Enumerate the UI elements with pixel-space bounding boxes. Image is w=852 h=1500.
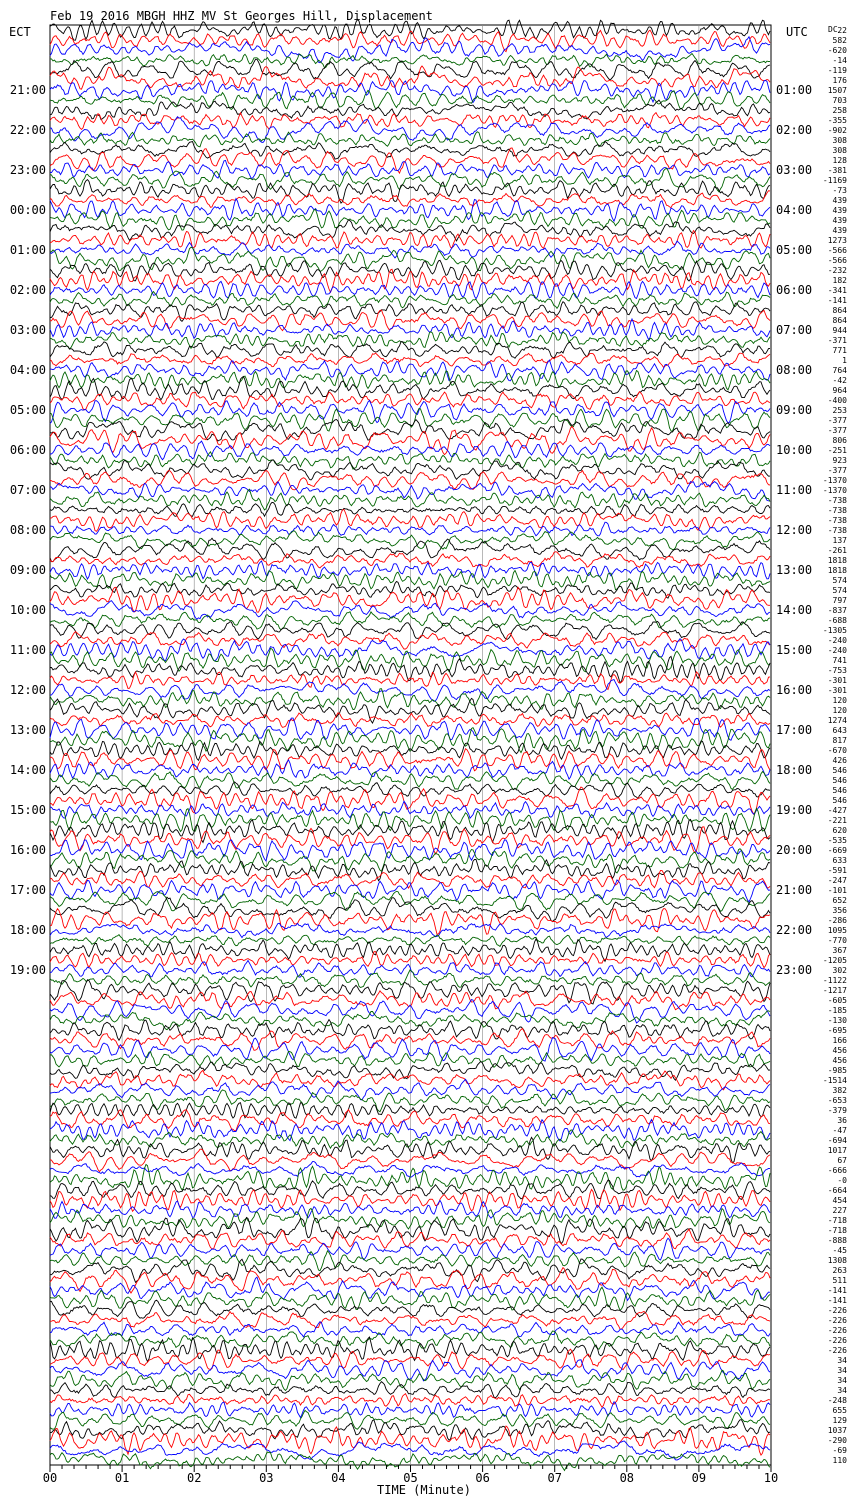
dc-offset-value: 643 <box>832 726 847 735</box>
dc-offset-value: 34 <box>837 1386 847 1395</box>
dc-offset-value: 1273 <box>827 236 847 245</box>
dc-offset-value: -251 <box>827 446 847 455</box>
seismic-trace <box>50 80 770 102</box>
left-hour-label: 06:00 <box>9 443 46 457</box>
seismic-trace <box>50 840 770 861</box>
left-hour-label: 23:00 <box>9 163 46 177</box>
dc-label: DC <box>828 25 838 34</box>
dc-offset-value: 741 <box>832 656 847 665</box>
dc-offset-value: -738 <box>827 506 847 515</box>
dc-offset-value: 817 <box>832 736 847 745</box>
left-hour-label: 08:00 <box>9 523 46 537</box>
left-hour-label: 10:00 <box>9 603 46 617</box>
dc-offset-value: 456 <box>832 1046 847 1055</box>
dc-offset-value: 944 <box>832 326 847 335</box>
right-hour-label: 02:00 <box>776 123 813 137</box>
dc-offset-value: -377 <box>827 466 847 475</box>
seismic-trace <box>50 891 770 911</box>
dc-offset-value: 1818 <box>827 566 847 575</box>
seismic-trace <box>50 1011 770 1030</box>
dc-offset-value: 655 <box>832 1406 847 1415</box>
dc-offset-value: -535 <box>827 836 847 845</box>
seismic-trace <box>50 909 770 935</box>
dc-offset-value: -1370 <box>822 476 847 485</box>
dc-offset-value: 633 <box>832 856 847 865</box>
dc-offset-value: 308 <box>832 146 847 155</box>
dc-offset-value: -221 <box>827 816 847 825</box>
dc-offset-value: -738 <box>827 496 847 505</box>
dc-offset-value: -141 <box>827 296 847 305</box>
dc-offset-value: -379 <box>827 1106 847 1115</box>
dc-offset-value: 964 <box>832 386 847 395</box>
dc-offset-value: -1217 <box>822 986 847 995</box>
dc-offset-value: 439 <box>832 196 847 205</box>
dc-offset-value: -355 <box>827 116 847 125</box>
right-hour-label: 04:00 <box>776 203 813 217</box>
dc-offset-value: -226 <box>827 1346 847 1355</box>
seismic-trace <box>50 1251 770 1271</box>
dc-offset-value: -566 <box>827 246 847 255</box>
dc-offset-value: 454 <box>832 1196 847 1205</box>
x-axis <box>43 1465 778 1485</box>
dc-offset-value: 120 <box>832 706 847 715</box>
dc-offset-value: -185 <box>827 1006 847 1015</box>
dc-offset-value: 308 <box>832 136 847 145</box>
left-hour-label: 09:00 <box>9 563 46 577</box>
dc-offset-value: -247 <box>827 876 847 885</box>
seismic-trace <box>50 680 770 702</box>
dc-offset-value: 166 <box>832 1036 847 1045</box>
dc-offset-value: -381 <box>827 166 847 175</box>
left-axis-label: ECT <box>9 25 31 39</box>
left-hour-label: 04:00 <box>9 363 46 377</box>
right-hour-label: 21:00 <box>776 883 813 897</box>
right-hour-label: 01:00 <box>776 83 813 97</box>
seismic-trace <box>50 552 770 568</box>
dc-offset-value: 67 <box>837 1156 847 1165</box>
dc-offset-value: -694 <box>827 1136 847 1145</box>
right-hour-label: 15:00 <box>776 643 813 657</box>
seismic-trace <box>50 360 770 381</box>
dc-offset-value: 128 <box>832 156 847 165</box>
left-hour-label: 07:00 <box>9 483 46 497</box>
x-tick-label: 02 <box>186 1471 202 1485</box>
seismic-trace <box>50 510 770 532</box>
dc-offset-value: 120 <box>832 696 847 705</box>
left-hour-label: 17:00 <box>9 883 46 897</box>
seismic-trace <box>50 980 770 1004</box>
seismic-trace <box>50 897 770 921</box>
dc-offset-value: 1095 <box>827 926 847 935</box>
right-hour-label: 19:00 <box>776 803 813 817</box>
seismic-trace <box>50 782 770 799</box>
left-hour-label: 01:00 <box>9 243 46 257</box>
seismic-trace <box>50 582 770 599</box>
seismic-trace <box>50 59 770 79</box>
seismic-trace <box>50 880 770 902</box>
seismic-trace <box>50 371 770 390</box>
x-tick-label: 05 <box>403 1471 418 1485</box>
dc-offset-value: 546 <box>832 786 847 795</box>
dc-offset-value: 22 <box>837 26 847 35</box>
seismic-trace <box>50 749 770 771</box>
dc-offset-value: 129 <box>832 1416 847 1425</box>
right-hour-label: 05:00 <box>776 243 813 257</box>
seismic-trace <box>50 808 770 831</box>
dc-offset-value: -371 <box>827 336 847 345</box>
dc-offset-value: -738 <box>827 516 847 525</box>
left-hour-label: 22:00 <box>9 123 46 137</box>
seismic-trace <box>50 570 770 589</box>
seismic-trace <box>50 90 770 109</box>
dc-offset-value: 797 <box>832 596 847 605</box>
dc-offset-value: -718 <box>827 1216 847 1225</box>
seismic-trace <box>50 292 770 309</box>
seismic-trace <box>50 612 770 630</box>
dc-offset-value: -718 <box>827 1226 847 1235</box>
dc-offset-value: -341 <box>827 286 847 295</box>
dc-offset-value: -738 <box>827 526 847 535</box>
seismic-trace <box>50 319 770 340</box>
x-tick-label: 00 <box>42 1471 58 1485</box>
seismic-trace <box>50 939 770 961</box>
dc-offset-value: 456 <box>832 1056 847 1065</box>
seismic-trace <box>50 419 770 441</box>
seismic-trace <box>50 260 770 281</box>
left-hour-label: 15:00 <box>9 803 46 817</box>
seismic-trace <box>50 191 770 208</box>
dc-offset-value: 227 <box>832 1206 847 1215</box>
dc-offset-value: 806 <box>832 436 847 445</box>
seismic-trace <box>50 621 770 639</box>
dc-offset-value: -666 <box>827 1166 847 1175</box>
right-hour-label: 13:00 <box>776 563 813 577</box>
x-tick-label: 10 <box>763 1471 779 1485</box>
seismic-trace <box>50 1322 770 1337</box>
dc-offset-value: -14 <box>832 56 847 65</box>
dc-offset-value: -605 <box>827 996 847 1005</box>
dc-offset-value: -695 <box>827 1026 847 1035</box>
dc-offset-value: -753 <box>827 666 847 675</box>
right-hour-label: 06:00 <box>776 283 813 297</box>
dc-offset-value: 1818 <box>827 556 847 565</box>
dc-offset-value: 546 <box>832 796 847 805</box>
seismic-trace <box>50 632 770 649</box>
dc-offset-value: -427 <box>827 806 847 815</box>
dc-offset-value: 367 <box>832 946 847 955</box>
seismic-trace <box>50 522 770 536</box>
right-hour-label: 20:00 <box>776 843 813 857</box>
dc-offset-value: 771 <box>832 346 847 355</box>
seismic-trace <box>50 199 770 222</box>
dc-offset-value: 574 <box>832 586 847 595</box>
dc-offset-value: -653 <box>827 1096 847 1105</box>
right-hour-label: 22:00 <box>776 923 813 937</box>
dc-offset-value: 620 <box>832 826 847 835</box>
dc-offset-value: -240 <box>827 646 847 655</box>
dc-offset-value: 1308 <box>827 1256 847 1265</box>
dc-offset-value: 439 <box>832 206 847 215</box>
seismic-trace <box>50 1180 770 1199</box>
left-hour-label: 02:00 <box>9 283 46 297</box>
dc-offset-value: -248 <box>827 1396 847 1405</box>
seismic-trace <box>50 1201 770 1219</box>
right-hour-label: 10:00 <box>776 443 813 457</box>
seismic-trace <box>50 689 770 710</box>
seismic-trace <box>50 1426 770 1455</box>
dc-offset-value: -286 <box>827 916 847 925</box>
right-hour-label: 14:00 <box>776 603 813 617</box>
dc-offset-value: -888 <box>827 1236 847 1245</box>
seismic-trace <box>50 1394 770 1408</box>
dc-offset-value: 546 <box>832 766 847 775</box>
seismic-trace <box>50 601 770 620</box>
seismic-trace <box>50 241 770 258</box>
dc-offset-value: -130 <box>827 1016 847 1025</box>
seismic-trace <box>50 849 770 873</box>
seismic-trace <box>50 648 770 671</box>
dc-offset-value: -620 <box>827 46 847 55</box>
seismic-trace <box>50 231 770 249</box>
dc-offset-value: -42 <box>832 376 847 385</box>
seismic-trace <box>50 1038 770 1062</box>
dc-offset-value: 511 <box>832 1276 847 1285</box>
dc-offset-value: 1507 <box>827 86 847 95</box>
right-hour-label: 16:00 <box>776 683 813 697</box>
seismic-trace <box>50 37 770 63</box>
dc-offset-value: -1370 <box>822 486 847 495</box>
x-axis-label: TIME (Minute) <box>377 1483 471 1497</box>
dc-offset-value: -301 <box>827 676 847 685</box>
left-hour-label: 03:00 <box>9 323 46 337</box>
dc-offset-value: -47 <box>832 1126 847 1135</box>
dc-offset-value: -290 <box>827 1436 847 1445</box>
left-hour-label: 05:00 <box>9 403 46 417</box>
dc-offset-value: 1 <box>842 356 847 365</box>
dc-offset-value: 546 <box>832 776 847 785</box>
dc-offset-value: 137 <box>832 536 847 545</box>
seismic-trace <box>50 1149 770 1171</box>
dc-offset-value: 923 <box>832 456 847 465</box>
dc-offset-value: 426 <box>832 756 847 765</box>
dc-offset-value: 34 <box>837 1366 847 1375</box>
seismic-trace <box>50 460 770 480</box>
seismic-trace <box>50 113 770 130</box>
dc-offset-value: -670 <box>827 746 847 755</box>
dc-offset-value: 382 <box>832 1086 847 1095</box>
seismic-trace <box>50 400 770 423</box>
dc-offset-value: 302 <box>832 966 847 975</box>
dc-offset-value: 1037 <box>827 1426 847 1435</box>
left-hour-label: 00:00 <box>9 203 46 217</box>
x-tick-label: 01 <box>114 1471 130 1485</box>
right-hour-label: 03:00 <box>776 163 813 177</box>
dc-offset-value: -902 <box>827 126 847 135</box>
seismic-trace <box>50 168 770 192</box>
x-tick-label: 03 <box>259 1471 274 1485</box>
dc-offset-value: -770 <box>827 936 847 945</box>
dc-offset-value: -837 <box>827 606 847 615</box>
dc-offset-value: 864 <box>832 306 847 315</box>
right-hour-label: 17:00 <box>776 723 813 737</box>
dc-offset-value: -664 <box>827 1186 847 1195</box>
right-hour-label: 09:00 <box>776 403 813 417</box>
dc-offset-value: -400 <box>827 396 847 405</box>
left-hour-label: 18:00 <box>9 923 46 937</box>
left-hour-label: 21:00 <box>9 83 46 97</box>
seismic-trace <box>50 220 770 241</box>
seismic-trace <box>50 1229 770 1249</box>
seismic-trace <box>50 1420 770 1440</box>
dc-offset-value: -226 <box>827 1316 847 1325</box>
dc-offset-value: -688 <box>827 616 847 625</box>
dc-offset-value: 356 <box>832 906 847 915</box>
traces-group <box>50 19 770 1470</box>
seismic-trace <box>50 1238 770 1260</box>
dc-offset-value: 258 <box>832 106 847 115</box>
left-hour-labels <box>10 83 46 977</box>
dc-offset-value: -141 <box>827 1286 847 1295</box>
x-tick-label: 09 <box>691 1471 707 1485</box>
dc-offset-value: -1205 <box>822 956 847 965</box>
left-hour-label: 12:00 <box>9 683 46 697</box>
right-hour-label: 07:00 <box>776 323 813 337</box>
dc-offset-value: -261 <box>827 546 847 555</box>
seismic-trace <box>50 1360 770 1381</box>
seismic-trace <box>50 772 770 790</box>
right-axis-label: UTC <box>786 25 808 39</box>
dc-offset-value: 1274 <box>827 716 847 725</box>
dc-offset-value: -1514 <box>822 1076 847 1085</box>
right-hour-labels <box>776 83 812 977</box>
dc-offset-value: -69 <box>832 1446 847 1455</box>
dc-offset-value: -101 <box>827 886 847 895</box>
dc-offset-value: 439 <box>832 216 847 225</box>
dc-offset-value: -0 <box>837 1176 847 1185</box>
dc-offset-value: -226 <box>827 1336 847 1345</box>
dc-offset-value: -119 <box>827 66 847 75</box>
dc-offset-value: -301 <box>827 686 847 695</box>
right-hour-label: 11:00 <box>776 483 813 497</box>
dc-offset-value: 1017 <box>827 1146 847 1155</box>
right-hour-label: 08:00 <box>776 363 813 377</box>
dc-offset-value: 764 <box>832 366 847 375</box>
dc-offset-value: -669 <box>827 846 847 855</box>
dc-offset-value: -226 <box>827 1326 847 1335</box>
dc-offset-value: 263 <box>832 1266 847 1275</box>
seismic-trace <box>50 923 770 937</box>
dc-offset-value: -226 <box>827 1306 847 1315</box>
left-hour-label: 14:00 <box>9 763 46 777</box>
dc-offset-value: -1305 <box>822 626 847 635</box>
x-tick-label: 06 <box>475 1471 490 1485</box>
dc-offset-value: 439 <box>832 226 847 235</box>
dc-offset-value: 36 <box>837 1116 847 1125</box>
dc-offset-value: -377 <box>827 416 847 425</box>
seismic-trace <box>50 531 770 550</box>
dc-offset-value: 582 <box>832 36 847 45</box>
dc-offset-value: 864 <box>832 316 847 325</box>
left-hour-label: 19:00 <box>9 963 46 977</box>
dc-offset-value: 182 <box>832 276 847 285</box>
right-hour-label: 12:00 <box>776 523 813 537</box>
dc-offset-value: -73 <box>832 186 847 195</box>
dc-offset-value: 34 <box>837 1356 847 1365</box>
dc-offset-value: -591 <box>827 866 847 875</box>
dc-offset-value: 253 <box>832 406 847 415</box>
left-hour-label: 11:00 <box>9 643 46 657</box>
seismic-trace <box>50 713 770 728</box>
left-hour-label: 16:00 <box>9 843 46 857</box>
seismic-trace <box>50 1217 770 1243</box>
seismic-trace <box>50 353 770 367</box>
seismic-trace <box>50 561 770 579</box>
dc-offset-value: -240 <box>827 636 847 645</box>
dc-offset-value: -985 <box>827 1066 847 1075</box>
dc-offset-value: 703 <box>832 96 847 105</box>
dc-offset-value: 34 <box>837 1376 847 1385</box>
dc-offset-value: -1169 <box>822 176 847 185</box>
dc-offset-value: -377 <box>827 426 847 435</box>
seismic-trace <box>50 1137 770 1163</box>
seismic-trace <box>50 1051 770 1067</box>
seismic-trace <box>50 1165 770 1191</box>
dc-offset-value: -141 <box>827 1296 847 1305</box>
dc-offset-value: 652 <box>832 896 847 905</box>
seismic-trace <box>50 1441 770 1460</box>
dc-offset-value: 176 <box>832 76 847 85</box>
x-tick-label: 07 <box>547 1471 562 1485</box>
dc-offset-value: 574 <box>832 576 847 585</box>
left-hour-label: 13:00 <box>9 723 46 737</box>
dc-offset-value: 110 <box>832 1456 847 1465</box>
seismic-trace <box>50 1311 770 1329</box>
seismic-trace <box>50 991 770 1010</box>
seismic-trace <box>50 409 770 432</box>
seismic-trace <box>50 342 770 359</box>
right-hour-label: 18:00 <box>776 763 813 777</box>
seismic-trace <box>50 819 770 842</box>
x-tick-label: 04 <box>331 1471 346 1485</box>
seismic-trace <box>50 1190 770 1212</box>
seismic-trace <box>50 209 770 230</box>
dc-offset-value: -1122 <box>822 976 847 985</box>
dc-offset-value: -232 <box>827 266 847 275</box>
dc-offset-value: -566 <box>827 256 847 265</box>
right-hour-label: 23:00 <box>776 963 813 977</box>
x-tick-label: 08 <box>619 1471 635 1485</box>
dc-offset-labels <box>823 26 847 1465</box>
chart-title: Feb 19 2016 MBGH HHZ MV St Georges Hill, Displacement <box>50 9 433 23</box>
seismic-trace <box>50 1402 770 1418</box>
dc-offset-value: -45 <box>832 1246 847 1255</box>
